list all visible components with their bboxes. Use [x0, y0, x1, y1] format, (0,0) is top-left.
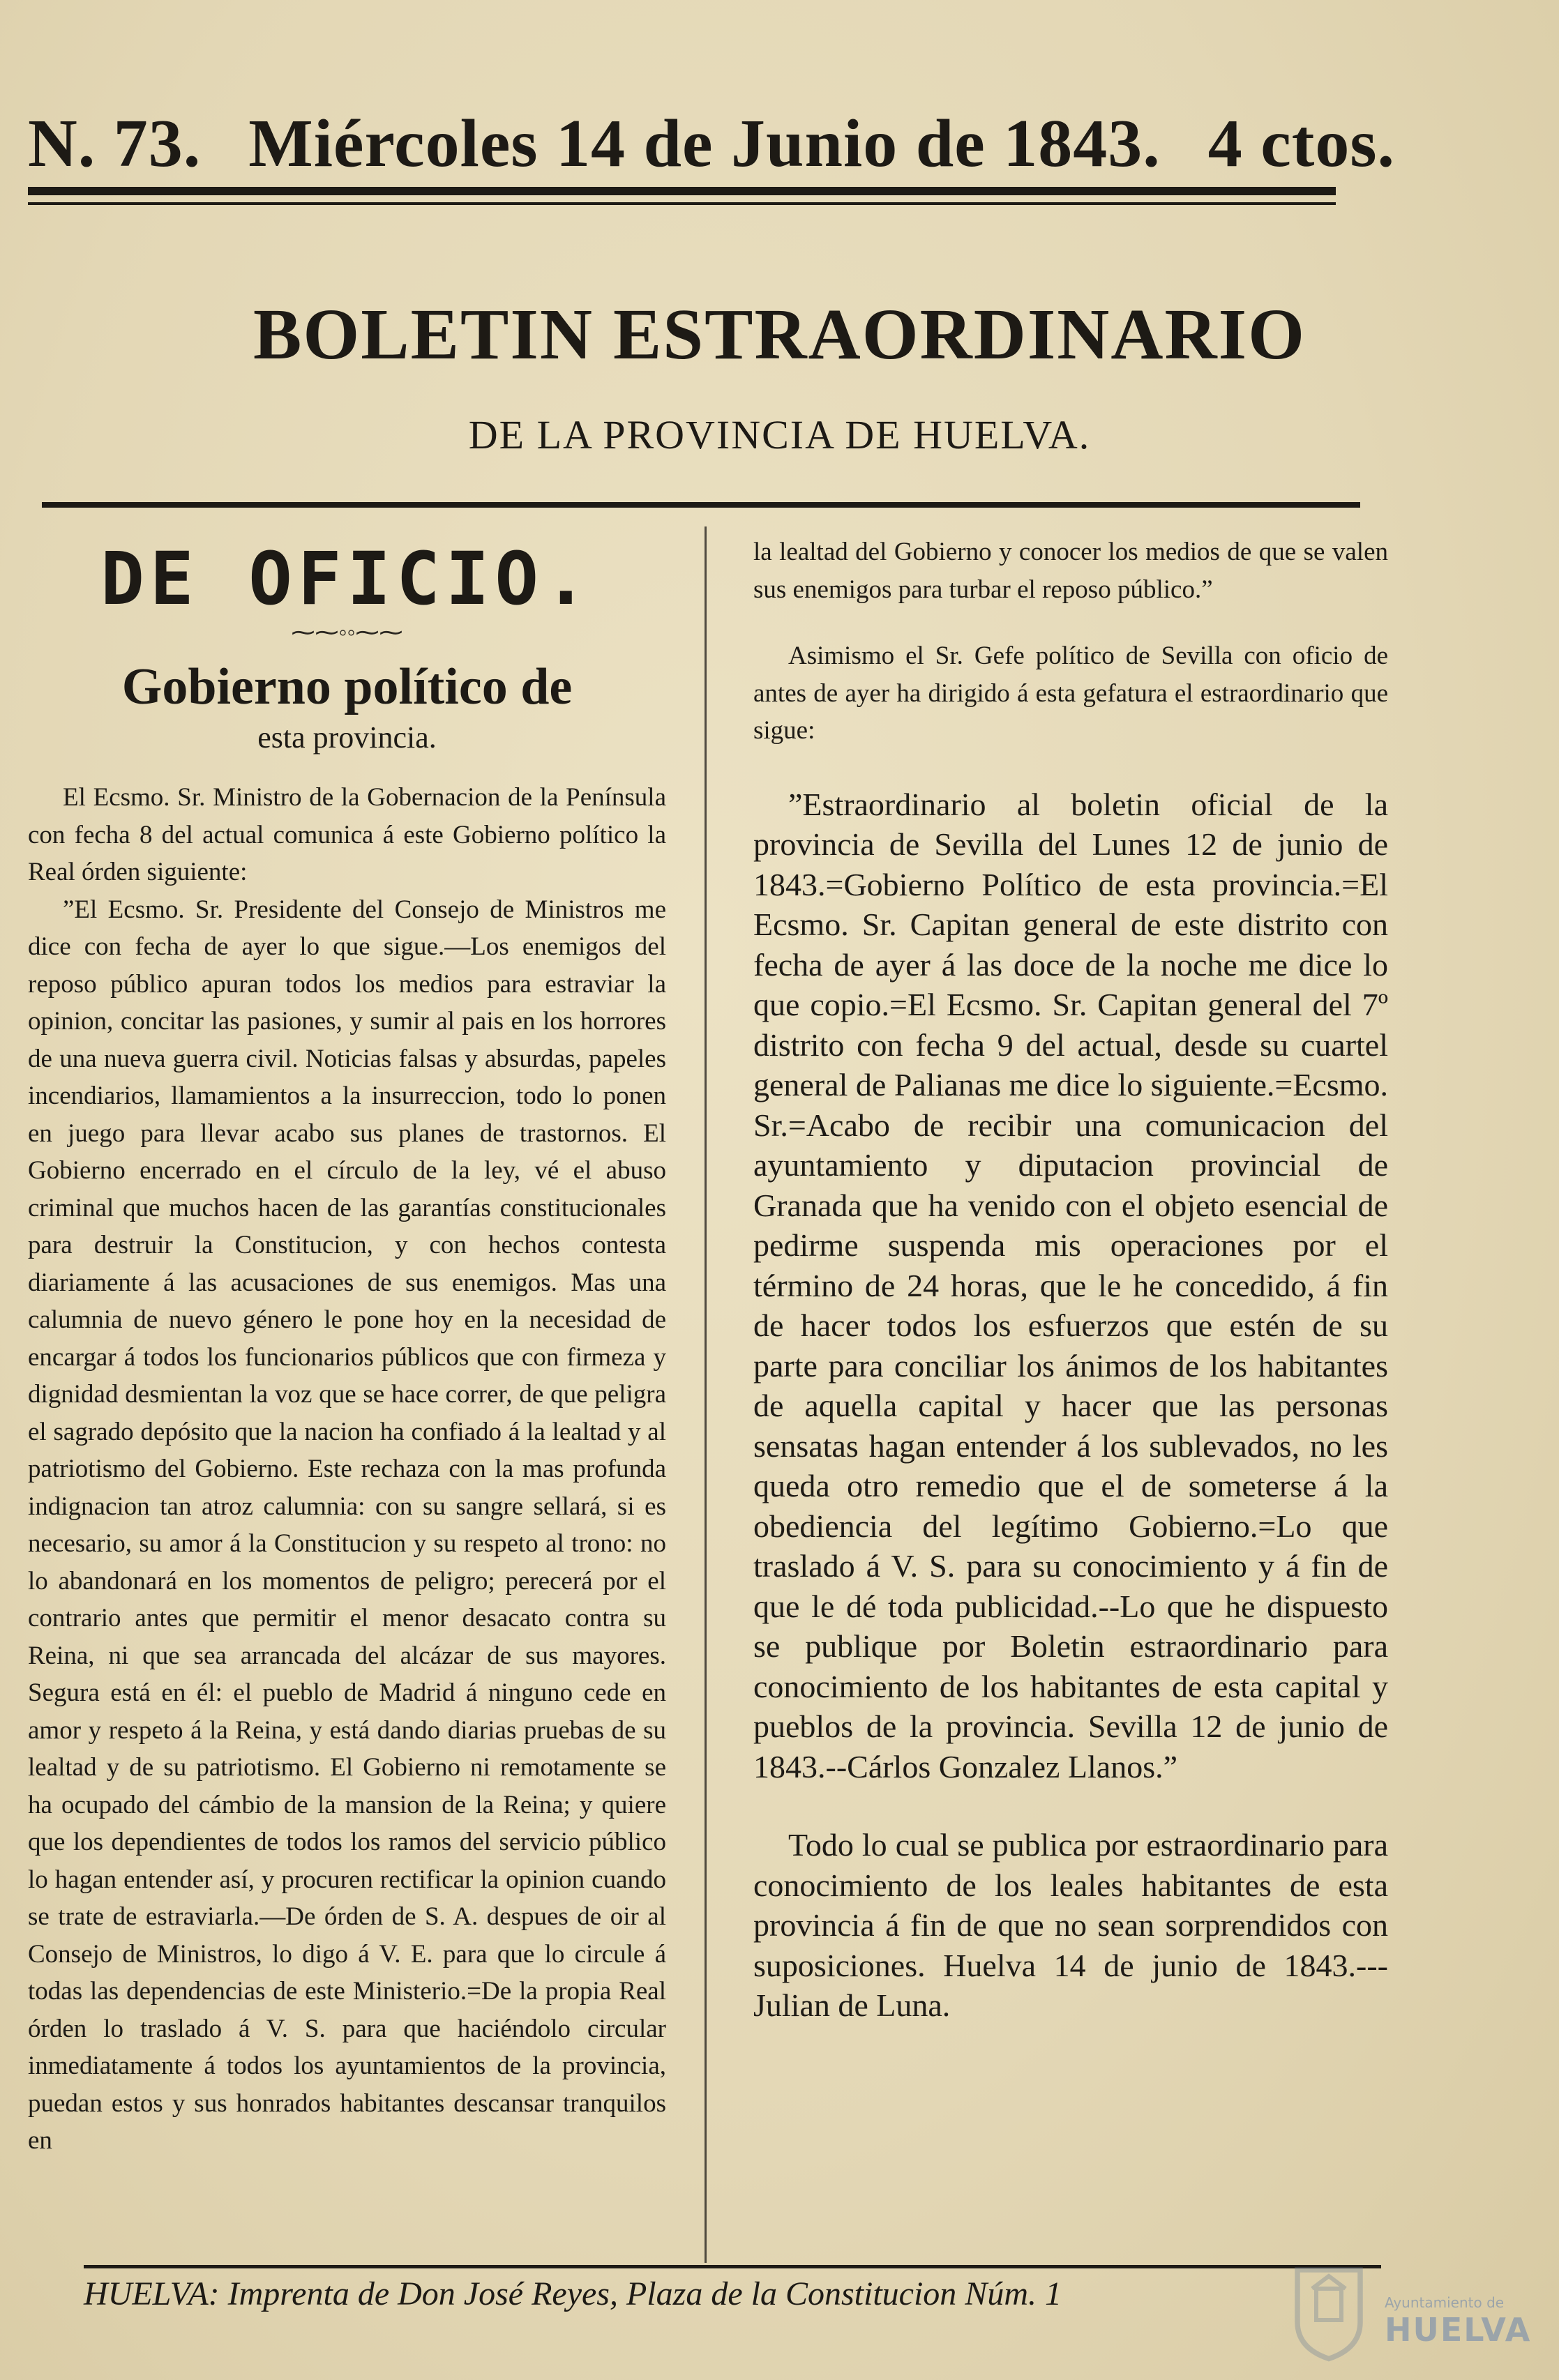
footer-rule [84, 2265, 1381, 2268]
right-paragraph-3: ”Estraordinario al boletin oficial de la provincia de Sevilla del Lunes 12 de junio de 1843.=Gobierno Político de esta provincia.=El Ecsmo. Sr. Capitan general de este distrito con fecha de ayer á las doce de la noche me dice lo que copio.=El Ecsmo. Sr. Capitan general del 7º distrito con fecha 9 del actual, desde su cuartel general de Palianas me dice lo siguiente.=Ecsmo. Sr.=Acabo de recibir una comunicacion del ayuntamiento y diputacion provincial de Granada que ha venido con el objeto esencial de pedirme suspenda mis operaciones por el término de 24 horas, que le he concedido, á fin de hacer todos los esfuerzos que estén de su parte para conciliar los ánimos de los habitantes de aquella capital y hacer que las personas sensatas hagan entender á los sublevados, no les queda otro remedio que el de someterse á la obediencia del legítimo Gobierno.=Lo que traslado á V. S. para su conocimiento y á fin de que le dé toda publicidad.--Lo que he dispuesto se publique por Boletin estraordinario para conocimiento de los habitantes de esta capital y pueblos de la provincia. Sevilla 12 de junio de 1843.--Cárlos Gonzalez Llanos.” [753, 786, 1388, 1784]
watermark-small-text: Ayuntamiento de [1385, 2294, 1505, 2311]
left-column [28, 533, 666, 2160]
article-subheading: esta provincia. [257, 720, 437, 755]
archive-watermark [1385, 2294, 1552, 2349]
watermark-large-text: HUELVA [1385, 2311, 1532, 2349]
masthead-title: BOLETIN ESTRAORDINARIO [253, 294, 1306, 374]
issue-date: Miércoles 14 de Junio de 1843. [248, 106, 1161, 181]
masthead-rule [42, 502, 1360, 508]
article-heading: Gobierno político de [121, 658, 573, 715]
column-divider [705, 526, 707, 2263]
right-column [753, 533, 1388, 2026]
issue-header [28, 105, 1395, 183]
header-rule-thin [28, 202, 1336, 205]
printer-imprint: HUELVA: Imprenta de Don José Reyes, Plaza de la Constitucion Núm. 1 [84, 2275, 1062, 2312]
right-paragraph-1: la lealtad del Gobierno y conocer los medios de que se valen sus enemigos para turbar el reposo público.” [753, 538, 1388, 604]
section-heading: DE OFICIO. [100, 536, 594, 621]
ornament-divider: ⁓⁓◦◦⁓⁓ [291, 620, 403, 646]
right-paragraph-4: Todo lo cual se publica por estraordinario para conocimiento de los leales habitantes de esta provincia á fin de que no sean sorprendidos con suposiciones. Huelva 14 de junio de 1843.---Julian de Luna. [753, 1827, 1388, 2023]
masthead-subtitle: DE LA PROVINCIA DE HUELVA. [468, 412, 1091, 457]
left-paragraph-2: ”El Ecsmo. Sr. Presidente del Consejo de Ministros me dice con fecha de ayer lo que sigue.—Los enemigos del reposo público apuran todos los medios para estraviar la opinion, concitar las pasiones, y sumir al pais en los horrores de una nueva guerra civil. Noticias falsas y absurdas, papeles incendiarios, llamamientos a la insurreccion, todo lo ponen en juego para llevar acabo sus planes de trastornos. El Gobierno encerrado en el círculo de la ley, vé el abuso criminal que muchos hacen de las garantías constitucionales para destruir la Constitucion, y con hechos contesta diariamente á las acusaciones de sus enemigos. Mas una calumnia de nuevo género le pone hoy en la necesidad de encargar á todos los funcionarios públicos que con firmeza y dignidad desmientan la voz que se hace correr, de que peligra el sagrado depósito que la nacion ha confiado á la lealtad y al patriotismo del Gobierno. Este rechaza con la mas profunda indignacion tan atroz calumnia: con su sangre sellará, si es necesario, su amor á la Constitucion y su respeto al trono: no lo abandonará en los momentos de peligro; perecerá por el contrario antes que permitir el menor desacato contra su Reina, ni que sea arrancada del alcázar de sus mayores. Segura está en él: el pueblo de Madrid á ninguno cede en amor y respeto á la Reina, y está dando diarias pruebas de su lealtad y de su patriotismo. El Gobierno ni remotamente se ha ocupado del cámbio de la mansion de la Reina; y quiere que los dependientes de todos los ramos del servicio público lo hagan entender así, y procuren rectificar la opinion cuando se trate de estraviarla.—De órden de S. A. despues de oir al Consejo de Ministros, lo digo á V. E. para que lo circule á todas las dependencias de este Ministerio.=De la propia Real órden lo traslado á V. S. para que haciéndolo circular inmediatamente á todos los ayuntamientos de la provincia, puedan estos y sus honrados habitantes descansar tranquilos en [28, 895, 666, 2155]
header-rule-thick [28, 187, 1336, 195]
issue-price: 4 ctos. [1207, 106, 1395, 181]
issue-number: N. 73. [28, 106, 202, 181]
right-paragraph-2: Asimismo el Sr. Gefe político de Sevilla con oficio de antes de ayer ha dirigido á esta gefatura el estraordinario que sigue: [753, 642, 1388, 745]
left-paragraph-1: El Ecsmo. Sr. Ministro de la Gobernacion de la Península con fecha 8 del actual comunica á este Gobierno político la Real órden siguiente: [28, 783, 666, 887]
city-seal-icon [1276, 2259, 1381, 2364]
